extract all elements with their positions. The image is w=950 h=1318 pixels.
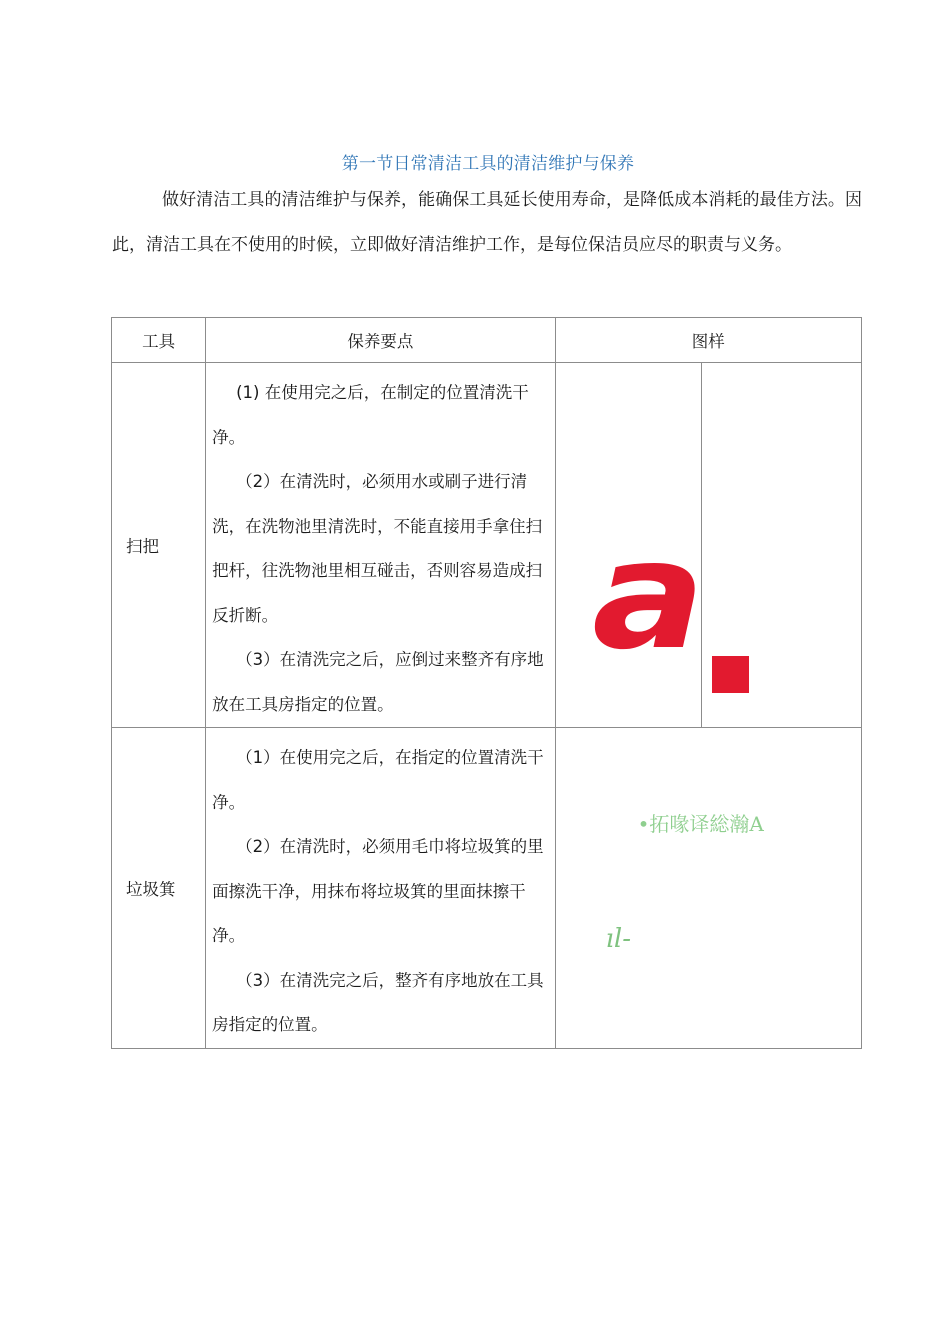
key-points-broom: [206, 363, 555, 728]
key-points-dustpan: [206, 728, 555, 1049]
header-key-points: 保养要点: [206, 318, 555, 363]
dustpan-point-3: （3）在清洗完之后，整齐有序地放在工具房指定的位置。: [212, 970, 544, 1034]
table-header-row: [112, 318, 862, 363]
section-title: 第一节日常清洁工具的清洁维护与保养: [341, 154, 635, 174]
dustpan-point-1: （1）在使用完之后，在指定的位置清洗干净。: [212, 748, 544, 812]
image-caption-text: •拓喙译総瀚A: [637, 812, 764, 836]
header-image: 图样: [555, 318, 861, 363]
table-row: [112, 728, 862, 1049]
broom-image-cell-right: [701, 363, 861, 728]
broom-image-cell-left: [555, 363, 705, 728]
broom-point-1: (1) 在使用完之后，在制定的位置清洗干净。: [212, 383, 529, 447]
dustpan-point-2: （2）在清洗时，必须用毛巾将垃圾箕的里面擦洗干净，用抹布将垃圾箕的里面抹擦干净。: [212, 837, 544, 945]
intro-paragraph: 做好清洁工具的清洁维护与保养，能确保工具延长使用寿命，是降低成本消耗的最佳方法。因此，清洁工具在不使用的时候，立即做好清洁维护工作，是每位保洁员应尽的职责与义务。: [112, 190, 862, 255]
broom-point-2: （2）在清洗时，必须用水或刷子进行清洗，在洗物池里清洗时，不能直接用手拿住扫把杆，往洗物池里相互碰击，否则容易造成扫反折断。: [212, 472, 543, 625]
brand-logo-letter: a: [591, 509, 705, 683]
image-mark-text: ıl-: [605, 924, 631, 954]
brand-logo-square-icon: [712, 656, 749, 693]
broom-point-3: （3）在清洗完之后，应倒过来整齐有序地放在工具房指定的位置。: [212, 650, 544, 714]
tool-name-broom: 扫把: [112, 363, 206, 728]
header-tool: 工具: [112, 318, 206, 363]
dustpan-image-cell: [555, 728, 861, 1049]
maintenance-table: [111, 317, 862, 1049]
table-row: [112, 363, 862, 728]
tool-name-dustpan: 垃圾箕: [112, 728, 206, 1049]
